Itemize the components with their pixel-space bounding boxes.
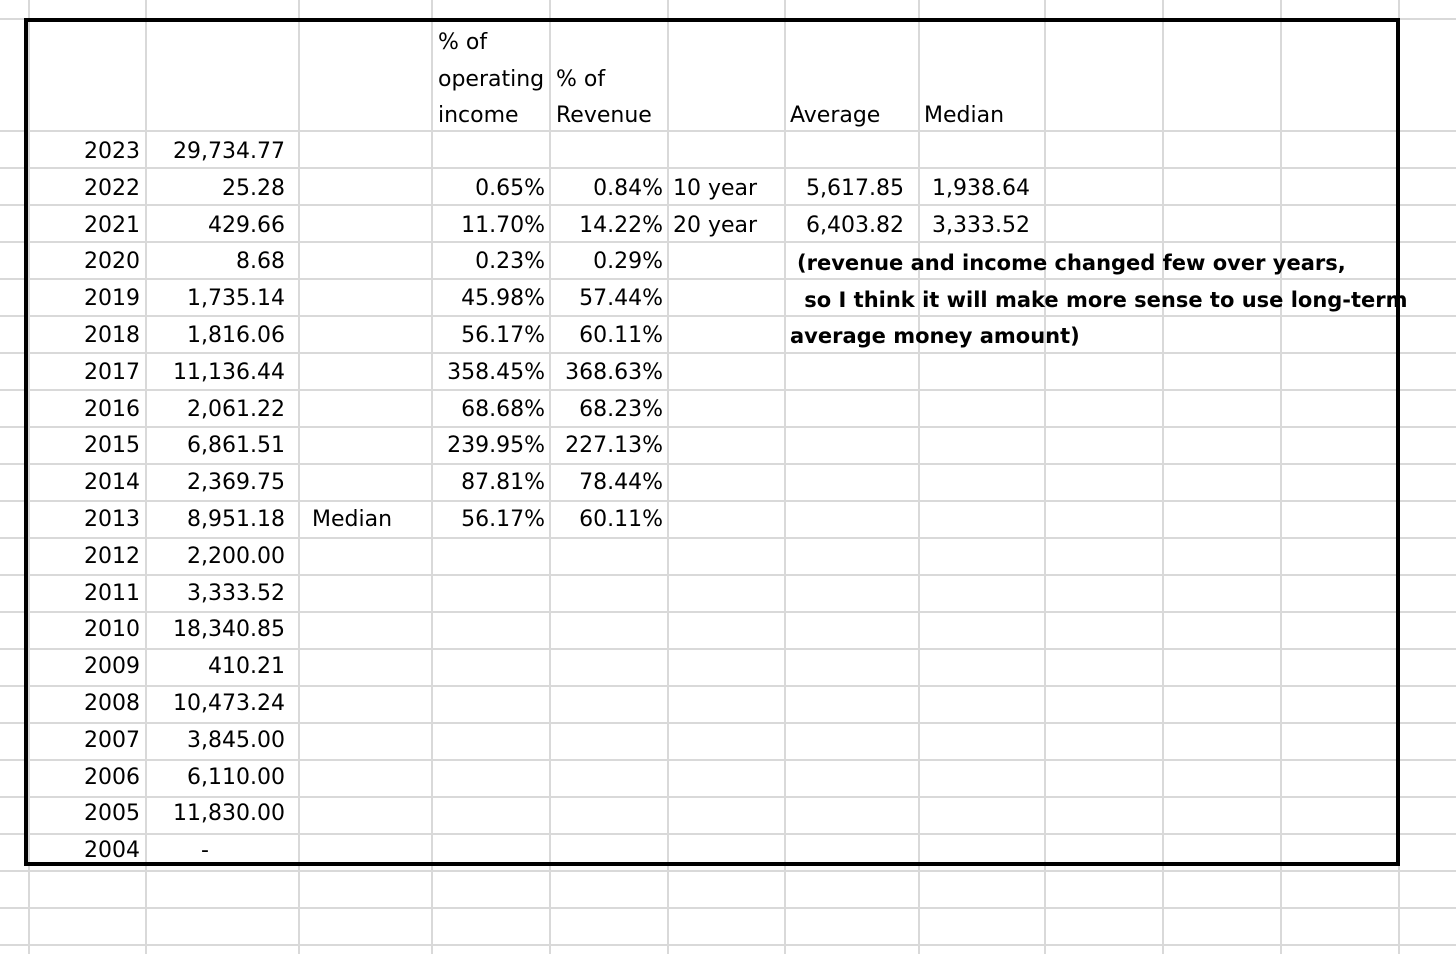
note-line-2: so I think it will make more sense to use long-term (797, 288, 1408, 312)
pct-operating-cell: 56.17% (461, 323, 545, 348)
value-cell: 8,951.18 (187, 507, 285, 532)
pct-revenue-cell: 368.63% (565, 360, 663, 385)
summary-median-20: 3,333.52 (932, 213, 1030, 238)
value-cell: - (201, 838, 209, 863)
summary-median-10: 1,938.64 (932, 176, 1030, 201)
row-border (0, 500, 1456, 502)
pct-revenue-cell (551, 581, 663, 607)
summary-average-10: 5,617.85 (806, 176, 904, 201)
header-average: Average (790, 103, 881, 128)
row-border (0, 722, 1456, 724)
value-cell: 11,830.00 (173, 801, 285, 826)
pct-revenue-cell: 68.23% (579, 397, 663, 422)
pct-revenue-cell (551, 691, 663, 717)
row-border (0, 167, 1456, 169)
year-cell: 2006 (84, 765, 140, 790)
column-border (918, 0, 920, 954)
label-cell (312, 765, 422, 791)
value-cell: 2,369.75 (187, 470, 285, 495)
column-border (1398, 0, 1400, 954)
column-border (1044, 0, 1046, 954)
label-cell (312, 544, 422, 570)
value-cell: 3,333.52 (187, 581, 285, 606)
year-cell: 2004 (84, 838, 140, 863)
pct-operating-cell: 45.98% (461, 286, 545, 311)
label-cell (312, 397, 422, 423)
pct-operating-cell (433, 654, 545, 680)
label-cell (312, 433, 422, 459)
label-cell (312, 728, 422, 754)
pct-revenue-cell (551, 838, 663, 864)
value-cell: 2,200.00 (187, 544, 285, 569)
value-cell: 429.66 (208, 213, 285, 238)
row-border (0, 796, 1456, 798)
value-cell: 3,845.00 (187, 728, 285, 753)
row-border (0, 611, 1456, 613)
row-border (0, 352, 1456, 354)
value-cell: 8.68 (236, 249, 285, 274)
column-border (1162, 0, 1164, 954)
row-border (0, 389, 1456, 391)
header-pct-operating-line2: operating (438, 67, 545, 92)
pct-revenue-cell: 0.29% (593, 249, 663, 274)
year-cell: 2007 (84, 728, 140, 753)
header-pct-revenue-line2: Revenue (556, 103, 652, 128)
pct-operating-cell (433, 581, 545, 607)
year-cell: 2019 (84, 286, 140, 311)
label-cell (312, 617, 422, 643)
note-line-3: average money amount) (790, 324, 1080, 348)
pct-revenue-cell (551, 728, 663, 754)
pct-operating-cell: 0.65% (475, 176, 545, 201)
note-line-1: (revenue and income changed few over years, (797, 251, 1346, 275)
label-cell (312, 213, 422, 239)
label-cell (312, 691, 422, 717)
label-cell (312, 249, 422, 275)
pct-revenue-cell (551, 544, 663, 570)
label-cell (312, 176, 422, 202)
header-median: Median (924, 103, 1005, 128)
pct-operating-cell: 239.95% (447, 433, 545, 458)
label-cell (312, 323, 422, 349)
row-border (0, 537, 1456, 539)
column-border (1280, 0, 1282, 954)
value-cell: 410.21 (208, 654, 285, 679)
row-border (0, 315, 1456, 317)
label-cell (312, 470, 422, 496)
label-cell (312, 360, 422, 386)
row-border (0, 426, 1456, 428)
year-cell: 2016 (84, 397, 140, 422)
value-cell: 11,136.44 (173, 360, 285, 385)
pct-revenue-cell (551, 654, 663, 680)
year-cell: 2020 (84, 249, 140, 274)
row-border (0, 833, 1456, 835)
summary-period-20: 20 year (673, 213, 758, 238)
value-cell: 10,473.24 (173, 691, 285, 716)
value-cell: 29,734.77 (173, 139, 285, 164)
year-cell: 2009 (84, 654, 140, 679)
year-cell: 2015 (84, 433, 140, 458)
year-cell: 2005 (84, 801, 140, 826)
pct-revenue-cell: 60.11% (579, 323, 663, 348)
year-cell: 2010 (84, 617, 140, 642)
pct-operating-cell: 358.45% (447, 360, 545, 385)
pct-operating-cell (433, 139, 545, 165)
pct-revenue-cell (551, 765, 663, 791)
row-border (0, 18, 1456, 20)
pct-operating-cell (433, 544, 545, 570)
pct-revenue-cell (551, 139, 663, 165)
row-border (0, 278, 1456, 280)
value-cell: 6,861.51 (187, 433, 285, 458)
pct-operating-cell (433, 765, 545, 791)
header-pct-operating-line3: income (438, 103, 519, 128)
row-border (0, 759, 1456, 761)
pct-revenue-cell (551, 801, 663, 827)
header-pct-operating-line1: % of (438, 30, 488, 55)
year-cell: 2021 (84, 213, 140, 238)
row-border (0, 944, 1456, 946)
summary-period-10: 10 year (673, 176, 758, 201)
header-pct-revenue-line1: % of (556, 67, 606, 92)
label-cell (312, 838, 422, 864)
row-border (0, 574, 1456, 576)
year-cell: 2017 (84, 360, 140, 385)
row-border (0, 648, 1456, 650)
pct-revenue-cell: 14.22% (579, 213, 663, 238)
label-cell (312, 286, 422, 312)
row-border (0, 130, 1456, 132)
pct-revenue-cell (551, 617, 663, 643)
column-border (667, 0, 669, 954)
pct-revenue-cell: 227.13% (565, 433, 663, 458)
year-cell: 2013 (84, 507, 140, 532)
year-cell: 2023 (84, 139, 140, 164)
pct-operating-cell (433, 801, 545, 827)
label-cell (312, 139, 422, 165)
row-border (0, 204, 1456, 206)
pct-operating-cell (433, 691, 545, 717)
row-border (0, 907, 1456, 909)
label-cell (312, 654, 422, 680)
pct-operating-cell: 68.68% (461, 397, 545, 422)
value-cell: 1,735.14 (187, 286, 285, 311)
pct-revenue-cell: 78.44% (579, 470, 663, 495)
column-border (298, 0, 300, 954)
year-cell: 2008 (84, 691, 140, 716)
pct-revenue-cell: 0.84% (593, 176, 663, 201)
value-cell: 6,110.00 (187, 765, 285, 790)
label-cell: Median (312, 507, 393, 532)
row-border (0, 685, 1456, 687)
year-cell: 2018 (84, 323, 140, 348)
row-border (0, 870, 1456, 872)
value-cell: 25.28 (222, 176, 285, 201)
pct-operating-cell (433, 728, 545, 754)
pct-operating-cell: 0.23% (475, 249, 545, 274)
pct-revenue-cell: 60.11% (579, 507, 663, 532)
label-cell (312, 581, 422, 607)
pct-revenue-cell: 57.44% (579, 286, 663, 311)
value-cell: 18,340.85 (173, 617, 285, 642)
summary-average-20: 6,403.82 (806, 213, 904, 238)
value-cell: 2,061.22 (187, 397, 285, 422)
pct-operating-cell: 56.17% (461, 507, 545, 532)
pct-operating-cell (433, 838, 545, 864)
row-border (0, 463, 1456, 465)
label-cell (312, 801, 422, 827)
pct-operating-cell: 11.70% (461, 213, 545, 238)
year-cell: 2022 (84, 176, 140, 201)
pct-operating-cell (433, 617, 545, 643)
value-cell: 1,816.06 (187, 323, 285, 348)
year-cell: 2014 (84, 470, 140, 495)
year-cell: 2011 (84, 581, 140, 606)
row-border (0, 241, 1456, 243)
year-cell: 2012 (84, 544, 140, 569)
column-border (784, 0, 786, 954)
pct-operating-cell: 87.81% (461, 470, 545, 495)
